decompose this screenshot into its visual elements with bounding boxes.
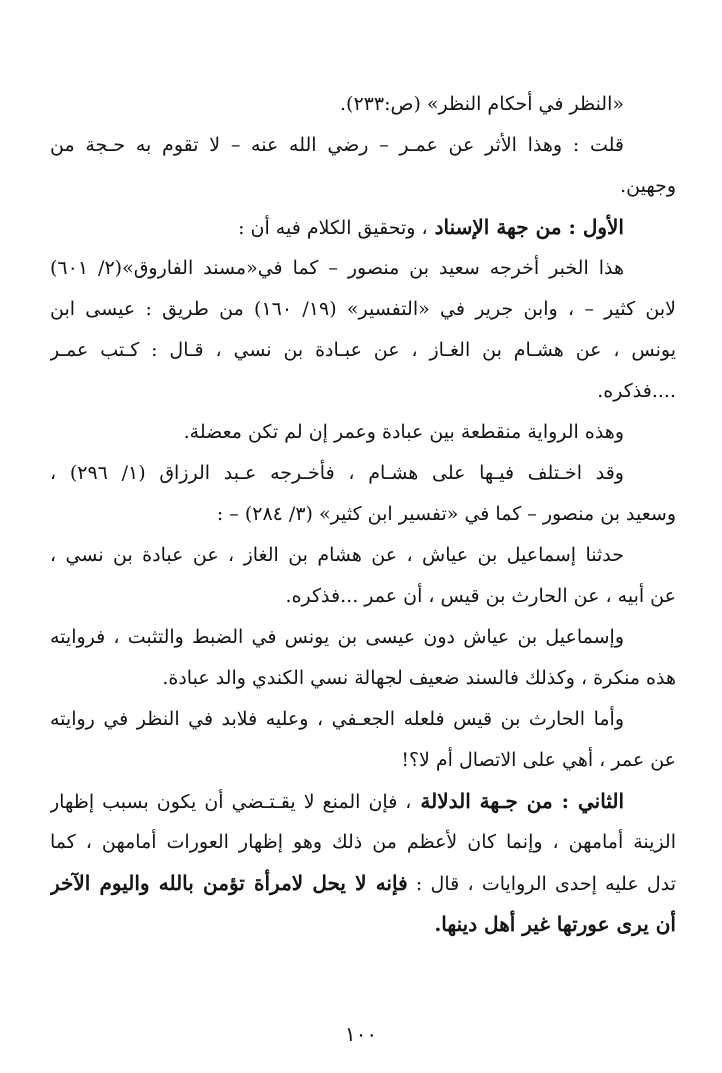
text-line: «النظر في أحكام النظر» (ص:٢٣٣). bbox=[340, 93, 624, 115]
text-line: الزينة أمامهن ، وإنما كان لأعظم من ذلك وهو إظهار العورات أمامهن ، كما bbox=[50, 831, 676, 853]
text-line: يونس ، عن هشـام بن الغـاز ، عن عبـادة بن نسي ، قـال : كـتب عمـر bbox=[50, 339, 676, 361]
quoted-text: فإنه لا يحل لامرأة تؤمن بالله واليوم الآخر bbox=[50, 871, 408, 895]
text-line: ....فذكره. bbox=[597, 380, 676, 402]
text-line bbox=[50, 863, 676, 904]
section-heading: الثاني : من جـهة الدلالة bbox=[411, 789, 625, 813]
page-number: ١٠٠ bbox=[344, 1022, 378, 1046]
text-line: هذه منكرة ، وكذلك فالسند ضعيف لجهالة نسي الكندي والد عبادة. bbox=[162, 667, 676, 689]
text-line bbox=[50, 207, 676, 248]
text-line: لابن كثير – ، وابن جرير في «التفسير» (١٩/ ١٦٠) من طريق : عيسى ابن bbox=[50, 298, 676, 320]
text-line: هذا الخبر أخرجه سعيد بن منصور – كما في«مسند الفاروق»(٢/ ٦٠١) bbox=[50, 257, 624, 279]
text-line: وهذه الرواية منقطعة بين عبادة وعمر إن لم تكن معضلة. bbox=[183, 421, 624, 443]
text-line: عن عمر ، أهي على الاتصال أم لا؟! bbox=[401, 749, 676, 771]
text-line: حدثنا إسماعيل بن عياش ، عن هشام بن الغاز ، عن عبادة بن نسي ، bbox=[50, 544, 624, 566]
text-line: أن يرى عورتها غير أهل دينها. bbox=[434, 912, 676, 936]
text-line: وجهين. bbox=[620, 175, 676, 197]
text-run: ، فإن المنع لا يقـتـضي أن يكون بسبب إظهار bbox=[50, 791, 412, 813]
text-line: وقد اخـتلف فيـها على هشـام ، فأخـرجه عـبد الرزاق (١/ ٢٩٦) ، bbox=[50, 462, 624, 484]
text-run: تدل عليه إحدى الروايات ، قال : bbox=[407, 873, 676, 895]
text-line: وإسماعيل بن عياش دون عيسى بن يونس في الضبط والتثبت ، فروايته bbox=[50, 626, 624, 648]
document-body bbox=[50, 84, 676, 1073]
text-line: عن أبيه ، عن الحارث بن قيس ، أن عمر ...فذكره. bbox=[285, 585, 676, 607]
text-line: قلت : وهذا الأثر عن عمـر – رضي الله عنه – لا تقوم به حـجة من bbox=[50, 134, 624, 156]
text-run: ، وتحقيق الكلام فيه أن : bbox=[238, 217, 428, 239]
section-heading: الأول : من جهة الإسناد bbox=[427, 215, 624, 239]
text-line bbox=[50, 781, 676, 822]
text-line: وسعيد بن منصور – كما في «تفسير ابن كثير» (٣/ ٢٨٤) – : bbox=[216, 503, 676, 525]
text-line: وأما الحارث بن قيس فلعله الجعـفي ، وعليه فلابد في النظر في روايته bbox=[50, 708, 624, 730]
